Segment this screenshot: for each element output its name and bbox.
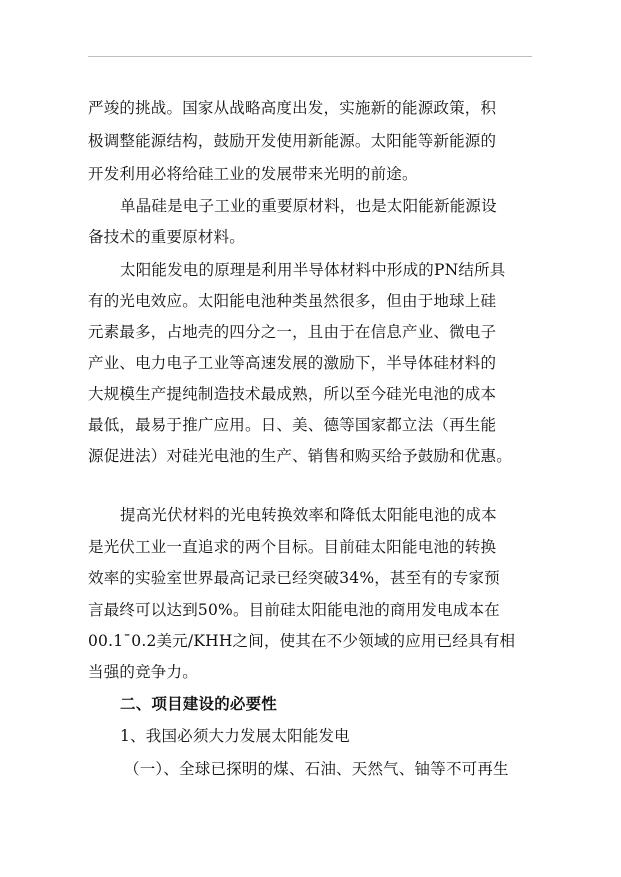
paragraph-line: 最低，最易于推广应用。日、美、德等国家都立法（再生能 xyxy=(88,416,497,434)
paragraph-line: 有的光电效应。太阳能电池种类虽然很多，但由于地球上硅 xyxy=(88,292,497,310)
paragraph-line: 极调整能源结构，鼓励开发使用新能源。太阳能等新能源的 xyxy=(88,132,497,150)
paragraph-line: 言最终可以达到50%。目前硅太阳能电池的商用发电成本在 xyxy=(88,601,500,619)
section-heading: 二、项目建设的必要性 xyxy=(120,694,278,713)
paragraph-line: 太阳能发电的原理是利用半导体材料中形成的PN结所具 xyxy=(120,261,506,279)
paragraph-line: 开发利用必将给硅工业的发展带来光明的前途。 xyxy=(88,165,418,183)
paragraph-line: 00.1¯0.2美元/KHH之间，使其在不少领域的应用已经具有相 xyxy=(88,632,516,650)
paragraph-line: 备技术的重要原材料。 xyxy=(88,228,246,246)
subheading: 1、我国必须大力发展太阳能发电 xyxy=(120,727,350,745)
paragraph-line: 产业、电力电子工业等高速发展的激励下，半导体硅材料的 xyxy=(88,354,497,372)
paragraph-line: 提高光伏材料的光电转换效率和降低太阳能电池的成本 xyxy=(120,506,497,524)
paragraph-line: 源促进法）对硅光电池的生产、销售和购买给予鼓励和优惠。 xyxy=(88,447,512,465)
header-rule xyxy=(88,56,532,57)
paragraph-line: 效率的实验室世界最高记录已经突破34%，甚至有的专家预 xyxy=(88,569,500,587)
paragraph-line: 严竣的挑战。国家从战略高度出发，实施新的能源政策，积 xyxy=(88,99,497,117)
paragraph-line: 单晶硅是电子工业的重要原材料，也是太阳能新能源设 xyxy=(120,197,497,215)
list-item: （一）、全球已探明的煤、石油、天然气、铀等不可再生 xyxy=(124,760,509,778)
paragraph-line: 大规模生产提纯制造技术最成熟，所以至今硅光电池的成本 xyxy=(88,385,497,403)
paragraph-line: 元素最多，占地壳的四分之一，且由于在信息产业、微电子 xyxy=(88,323,497,341)
paragraph-line: 当强的竞争力。 xyxy=(88,663,198,681)
paragraph-line: 是光伏工业一直追求的两个目标。目前硅太阳能电池的转换 xyxy=(88,538,497,556)
